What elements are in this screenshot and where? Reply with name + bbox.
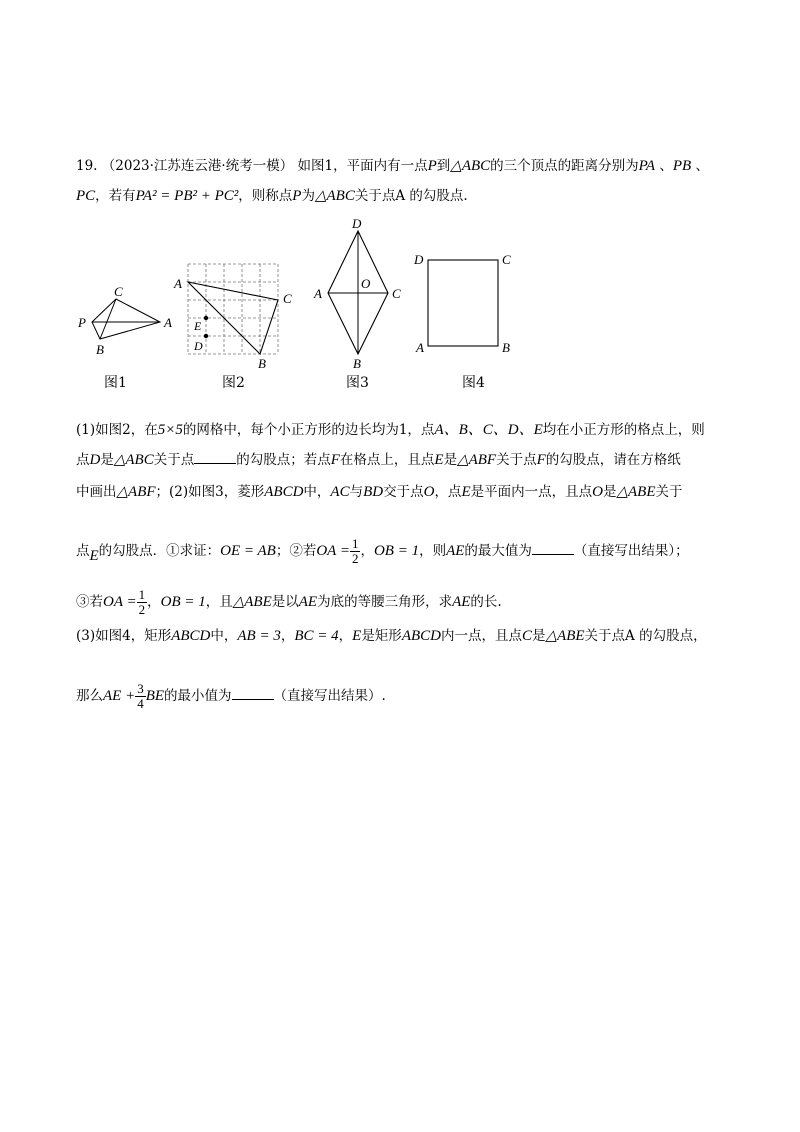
part1-line-5: ③若OA = $\frac{1}{2}$ ，OB = 1，且△ABE是以AE为底的等腰三角形，求AE的长.	[76, 587, 502, 617]
fraction-numerator: 1	[138, 587, 146, 602]
math-abcd: ABCD	[264, 484, 304, 500]
math-bc-4: BC = 4	[294, 628, 339, 644]
math-o: O	[592, 484, 603, 500]
text: 点	[76, 452, 90, 468]
text: 到	[436, 158, 451, 174]
fraction-numerator: 1	[351, 536, 359, 551]
problem-source: （2023·江苏连云港·统考一模）	[101, 158, 294, 174]
math-p: P	[427, 158, 437, 174]
part1-line-4: 点E的勾股点．①求证：OE = AB；②若OA = $\frac{1}{2}$ ，OB = 1，则AE的最大值为 （直接写出结果）；	[76, 536, 689, 566]
text: ，则称点	[238, 188, 293, 204]
math-p: P	[292, 188, 302, 204]
text: 的长.	[470, 594, 502, 610]
fraction-denominator: 2	[138, 602, 146, 617]
math-points: A、B、C、D、E	[434, 422, 543, 438]
text: 那么	[76, 688, 103, 704]
text: 关于点	[153, 452, 195, 468]
part1-line-1	[76, 420, 705, 440]
text: 关于	[655, 484, 683, 500]
answer-blank-3[interactable]	[232, 687, 274, 700]
math-o: O	[423, 484, 435, 500]
math-e: E	[89, 548, 99, 564]
text: 中，	[303, 484, 331, 500]
math-triangle-abe: △ABE	[232, 594, 272, 610]
part3-line-2	[76, 682, 386, 711]
math-abcd: ABCD	[171, 628, 211, 644]
problem-line-1: 19. （2023·江苏连云港·统考一模） 如图1，平面内有一点P到△ABC的三个顶点的距离分别为PA 、PB 、	[76, 158, 709, 174]
figure-2	[170, 258, 300, 370]
figure-3	[308, 216, 408, 372]
math-ob-1: OB = 1	[160, 594, 206, 610]
fraction-half	[137, 588, 148, 617]
math-triangle-abe: △ABE	[545, 628, 585, 644]
fraction-three-quarters	[135, 682, 146, 711]
fig1-label-b: B	[96, 342, 104, 357]
math-e: E	[352, 628, 362, 644]
text: 均在小正方形的格点上，则	[542, 422, 705, 438]
math-ab-3: AB = 3	[237, 628, 281, 644]
fig3-label-a: A	[314, 286, 322, 301]
text: 中，	[210, 628, 238, 644]
fraction-denominator: 2	[351, 551, 359, 566]
math-oa: OA =	[103, 594, 137, 610]
math-triangle-abc: △ABC	[314, 188, 355, 204]
math-pb: PB	[672, 158, 692, 174]
fig2-label-e: E	[194, 319, 202, 333]
part3-line-1: (3)如图4，矩形ABCD中，AB = 3，BC = 4，E是矩形ABCD内一点，且点C是△ABE关于点A 的勾股点，	[76, 628, 707, 644]
part1-line-3	[76, 482, 682, 502]
math-grid-size: 5×5	[157, 422, 183, 438]
fig3-label-o: O	[361, 276, 371, 291]
math-pc: PC	[76, 188, 96, 204]
math-abcd: ABCD	[401, 628, 441, 644]
text: 与	[349, 484, 364, 500]
math-pa: PA	[638, 158, 656, 174]
math-ae: AE	[298, 594, 318, 610]
text: 的勾股点；若点	[236, 452, 331, 468]
math-triangle-abc: △ABC	[450, 158, 491, 174]
text: 的三个顶点的距离分别为	[490, 158, 639, 174]
text: （直接写出结果）；	[573, 543, 689, 559]
figure-4	[412, 248, 522, 358]
text: 是	[443, 452, 458, 468]
fig4-caption: 图4	[462, 375, 485, 391]
text: 是平面内一点，且点	[470, 484, 593, 500]
fig3-label-b: B	[353, 356, 361, 371]
text: ③若	[76, 594, 103, 610]
text: 关于点	[496, 452, 537, 468]
math-f: F	[330, 452, 340, 468]
fraction-numerator: 3	[137, 681, 144, 696]
fig3-label-d: D	[352, 216, 362, 231]
text: (3)如图4，矩形	[76, 628, 172, 644]
fig2-caption: 图2	[222, 375, 245, 391]
fig4-label-d: D	[414, 252, 424, 267]
text: 的网格中，每个小正方形的边长均为1，点	[182, 422, 435, 438]
text: (1)如图2，在	[76, 422, 158, 438]
fig1-label-p: P	[78, 315, 86, 330]
text: 是以	[271, 594, 299, 610]
math-triangle-abe: △ABE	[616, 484, 656, 500]
text: 的最小值为	[164, 688, 232, 704]
fig2-label-b: B	[258, 356, 266, 370]
text: 内一点，且点	[440, 628, 522, 644]
math-be: BE	[145, 688, 165, 704]
figure-1	[78, 282, 178, 362]
text: （直接写出结果）.	[273, 688, 386, 704]
math-triangle-abf: △ABF	[457, 452, 497, 468]
text: 如图1，平面内有一点	[297, 158, 428, 174]
text: 关于点A 的勾股点，	[584, 628, 707, 644]
math-ob-1: OB = 1	[373, 543, 420, 559]
fig4-label-a: A	[416, 340, 424, 355]
fig1-label-a: A	[164, 315, 172, 330]
math-oa: OA =	[316, 543, 350, 559]
fig1-caption: 图1	[104, 375, 127, 391]
math-e: E	[434, 452, 444, 468]
text: ；(2)如图3，菱形	[155, 484, 265, 500]
fig3-caption: 图3	[346, 375, 369, 391]
fig3-label-c: C	[392, 286, 401, 301]
text: 的勾股点，请在方格纸	[545, 452, 681, 468]
fig4-label-c: C	[502, 252, 511, 267]
text: 是	[532, 628, 546, 644]
math-triangle-abc: △ABC	[113, 452, 154, 468]
math-d: D	[89, 452, 101, 468]
point-e	[204, 316, 208, 320]
math-c: C	[521, 628, 532, 644]
point-d	[204, 334, 208, 338]
text: ，点	[434, 484, 462, 500]
text: 的最大值为	[464, 543, 532, 559]
fig2-label-c: C	[283, 291, 292, 306]
answer-blank-1[interactable]	[194, 451, 236, 464]
math-oe-ab: OE = AB	[220, 543, 276, 559]
fig2-label-d: D	[194, 339, 203, 353]
math-triangle-abf: △ABF	[116, 484, 156, 500]
text: 点	[76, 543, 90, 559]
text: 是	[100, 452, 114, 468]
math-f: F	[536, 452, 546, 468]
text: 是	[602, 484, 617, 500]
math-ac: AC	[330, 484, 350, 500]
text: 交于点	[383, 484, 424, 500]
text: ，	[280, 628, 295, 644]
part1-line-2	[76, 450, 681, 470]
text: ，则	[419, 543, 447, 559]
text: 关于点A 的勾股点.	[354, 188, 468, 204]
problem-number: 19.	[76, 158, 98, 174]
text: ，若有	[95, 188, 136, 204]
answer-blank-2[interactable]	[532, 542, 574, 555]
math-bd: BD	[363, 484, 384, 500]
fig2-label-a: A	[174, 276, 182, 291]
math-ae-plus: AE +	[103, 688, 136, 704]
math-ae: AE	[446, 543, 465, 559]
text: 中画出	[76, 484, 117, 500]
text: 为	[301, 188, 315, 204]
problem-line-2	[76, 186, 468, 206]
fig1-label-c: C	[114, 284, 123, 299]
math-pythagoras: PA² = PB² + PC²	[135, 188, 239, 204]
text: 是矩形	[361, 628, 402, 644]
text: ；②若	[275, 543, 317, 559]
fraction-denominator: 4	[137, 696, 144, 711]
text: 为底的等腰三角形，求	[317, 594, 453, 610]
math-ae: AE	[452, 594, 471, 610]
math-e: E	[461, 484, 471, 500]
fig4-label-b: B	[502, 340, 510, 355]
text: ，且	[205, 594, 233, 610]
text: 的勾股点．①求证：	[98, 543, 221, 559]
fraction-half	[350, 537, 361, 566]
text: 在格点上，且点	[339, 452, 435, 468]
